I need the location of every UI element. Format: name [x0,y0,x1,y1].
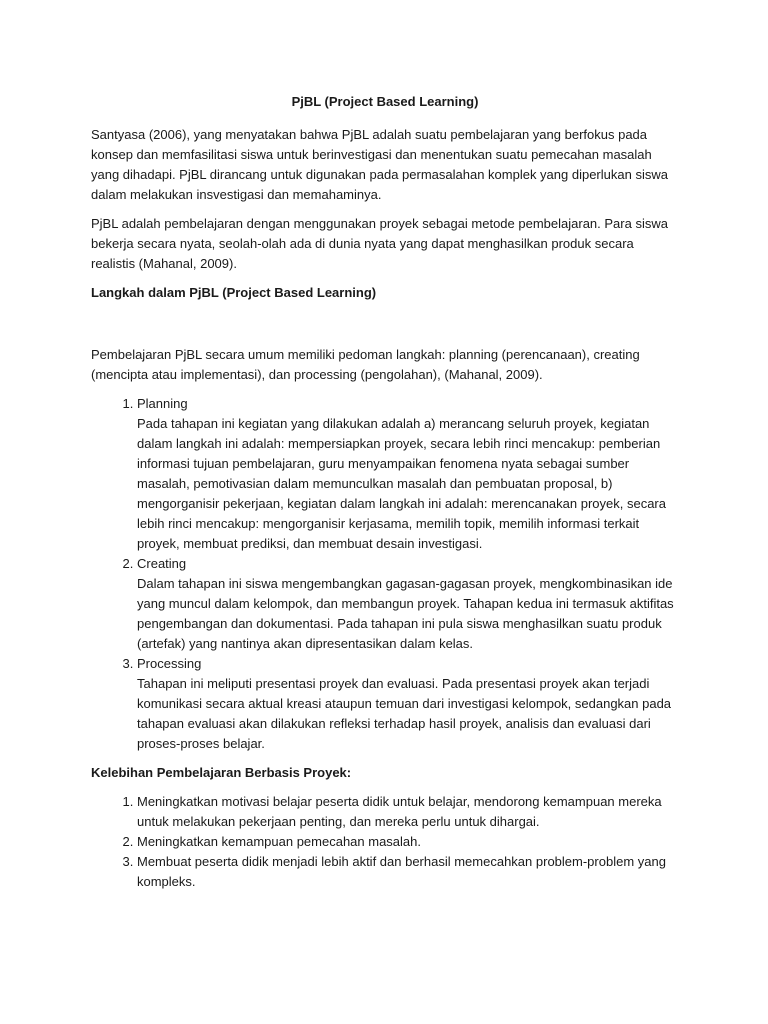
step-description: Pada tahapan ini kegiatan yang dilakukan adalah a) merancang seluruh proyek, kegiatan dalam langkah ini adalah: mempersiapkan proyek, secara lebih rinci mencakup: pemberian informasi tujuan pembelajaran, guru menyampaikan fenomena nyata sebagai sumber masalah, pemotivasian dalam memunculkan masalah dan pembuatan proposal, b) mengorganisir pekerjaan, kegiatan dalam langkah ini adalah: merencanakan proyek, secara lebih rinci mencakup: mengorganisir kerjasama, memilih topik, memilih informasi terkait proyek, membuat prediksi, dan membuat desain investigasi. [137,416,666,551]
advantage-item: 1. Meningkatkan motivasi belajar peserta didik untuk belajar, mendorong kemampuan mereka untuk melakukan pekerjaan penting, dan mereka perlu untuk dihargai. [137,792,679,832]
advantages-list [91,792,679,892]
steps-heading: Langkah dalam PjBL (Project Based Learning) [91,285,377,300]
step-item-planning [137,394,679,554]
step-description: Tahapan ini meliputi presentasi proyek dan evaluasi. Pada presentasi proyek akan terjadi komunikasi secara aktual kreasi ataupun temuan dari investigasi kelompok, sedangkan pada tahapan evaluasi akan dilakukan refleksi terhadap hasil proyek, analisis dan evaluasi dari proses-proses belajar. [137,676,672,751]
steps-intro: Pembelajaran PjBL secara umum memiliki pedoman langkah: planning (perencanaan), creating (mencipta atau implementasi), dan processing (pengolahan), (Mahanal, 2009). [91,347,640,382]
step-title: 3. Processing [137,656,202,671]
intro-paragraph-2: PjBL adalah pembelajaran dengan menggunakan proyek sebagai metode pembelajaran. Para siswa bekerja secara nyata, seolah-olah ada di dunia nyata yang dapat menghasilkan produk secara realistis (Mahanal, 2009). [91,216,668,271]
document-title: PjBL (Project Based Learning) [291,94,479,109]
step-description: Dalam tahapan ini siswa mengembangkan gagasan-gagasan proyek, mengkombinasikan ide yang muncul dalam kelompok, dan membangun proyek. Tahapan kedua ini termasuk aktifitas pengembangan dan dokumentasi. Pada tahapan ini pula siswa menghasilkan suatu produk (artefak) yang nantinya akan dipresentasikan dalam kelas. [137,576,674,651]
advantage-item: 2. Meningkatkan kemampuan pemecahan masalah. [137,832,679,852]
step-item-creating [137,554,679,654]
document-body [91,92,679,901]
step-title: 1. Planning [137,396,188,411]
step-item-processing [137,654,679,754]
steps-list [91,394,679,754]
intro-paragraph-1: Santyasa (2006), yang menyatakan bahwa PjBL adalah suatu pembelajaran yang berfokus pada konsep dan memfasilitasi siswa untuk berinvestigasi dan menentukan suatu pemecahan masalah yang dihadapi. PjBL dirancang untuk digunakan pada permasalahan komplek yang diperlukan siswa dalam melakukan insvestigasi dan memahaminya. [91,127,668,202]
step-title: 2. Creating [137,556,187,571]
advantage-item: 3. Membuat peserta didik menjadi lebih aktif dan berhasil memecahkan problem-problem yang kompleks. [137,852,679,892]
blank-line [91,312,679,345]
advantages-heading: Kelebihan Pembelajaran Berbasis Proyek: [91,765,352,780]
